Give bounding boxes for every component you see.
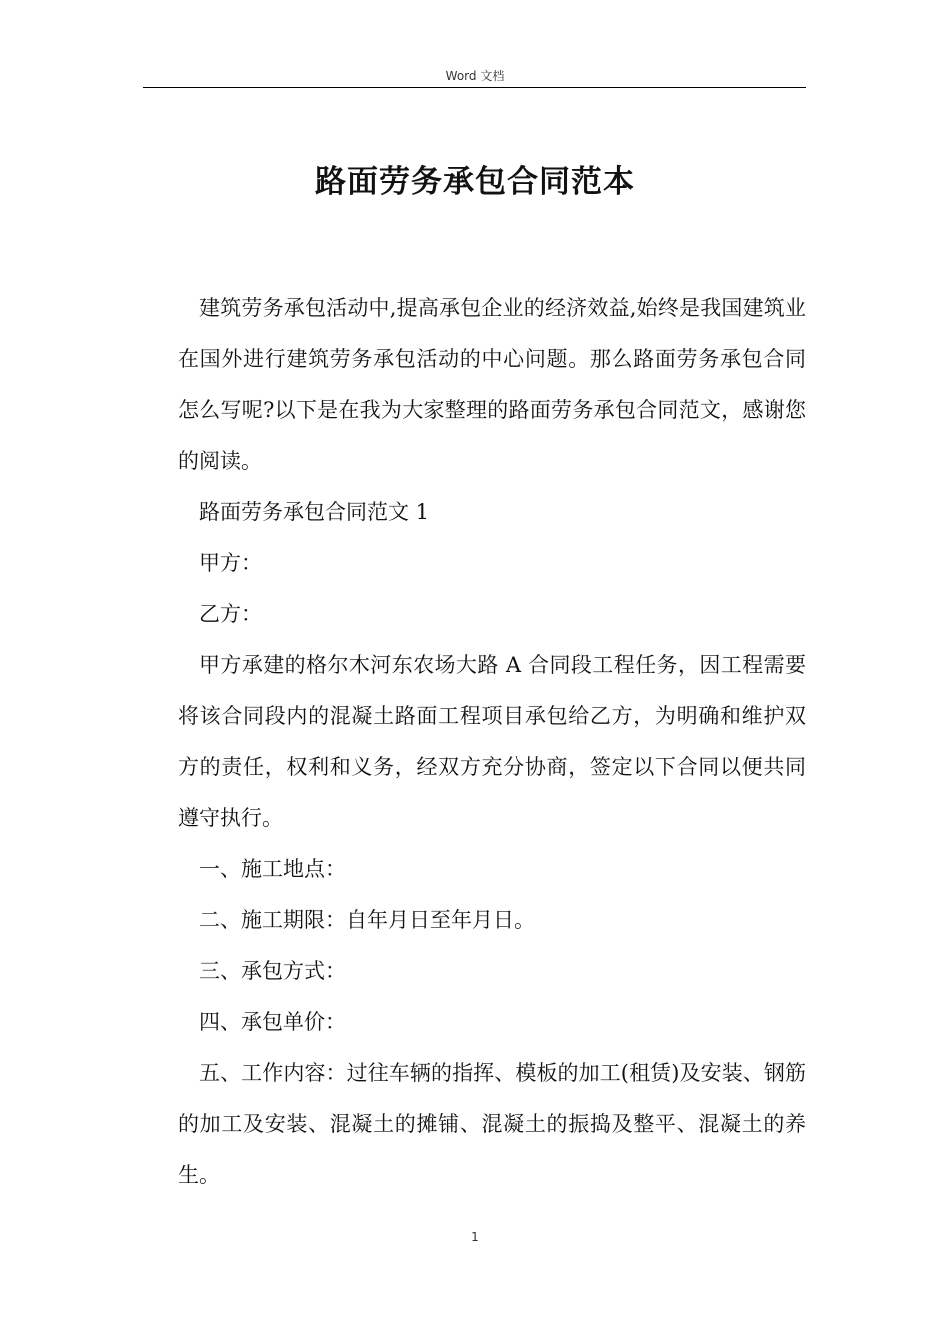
paragraph-party-b: 乙方： xyxy=(199,602,262,626)
paragraph-party-a: 甲方： xyxy=(199,551,262,575)
clause-period: 二、施工期限：自年月日至年月日。 xyxy=(199,908,535,932)
document-title: 路面劳务承包合同范本 xyxy=(315,164,635,200)
header-divider xyxy=(143,87,806,88)
page-number: 1 xyxy=(471,1230,479,1244)
header-text: Word 文档 xyxy=(445,69,505,83)
clause-method: 三、承包方式： xyxy=(199,959,346,983)
paragraph-purpose: 甲方承建的格尔木河东农场大路 A 合同段工程任务，因工程需要将该合同段内的混凝土路面工程项目承包给乙方，为明确和维护双方的责任，权利和义务，经双方充分协商，签定以下合同以便共同遵守执行。 xyxy=(178,653,806,830)
clause-unit-price: 四、承包单价： xyxy=(199,1010,346,1034)
clause-location: 一、施工地点： xyxy=(199,857,346,881)
clause-work-content: 五、工作内容：过往车辆的指挥、模板的加工(租赁)及安装、钢筋的加工及安装、混凝土的摊铺、混凝土的振捣及整平、混凝土的养生。 xyxy=(178,1061,806,1187)
document-body xyxy=(178,283,806,1201)
paragraph-subtitle: 路面劳务承包合同范文 1 xyxy=(199,500,430,524)
paragraph-intro: 建筑劳务承包活动中,提高承包企业的经济效益,始终是我国建筑业在国外进行建筑劳务承包活动的中心问题。那么路面劳务承包合同怎么写呢?以下是在我为大家整理的路面劳务承包合同范文，感谢您的阅读。 xyxy=(178,296,806,473)
